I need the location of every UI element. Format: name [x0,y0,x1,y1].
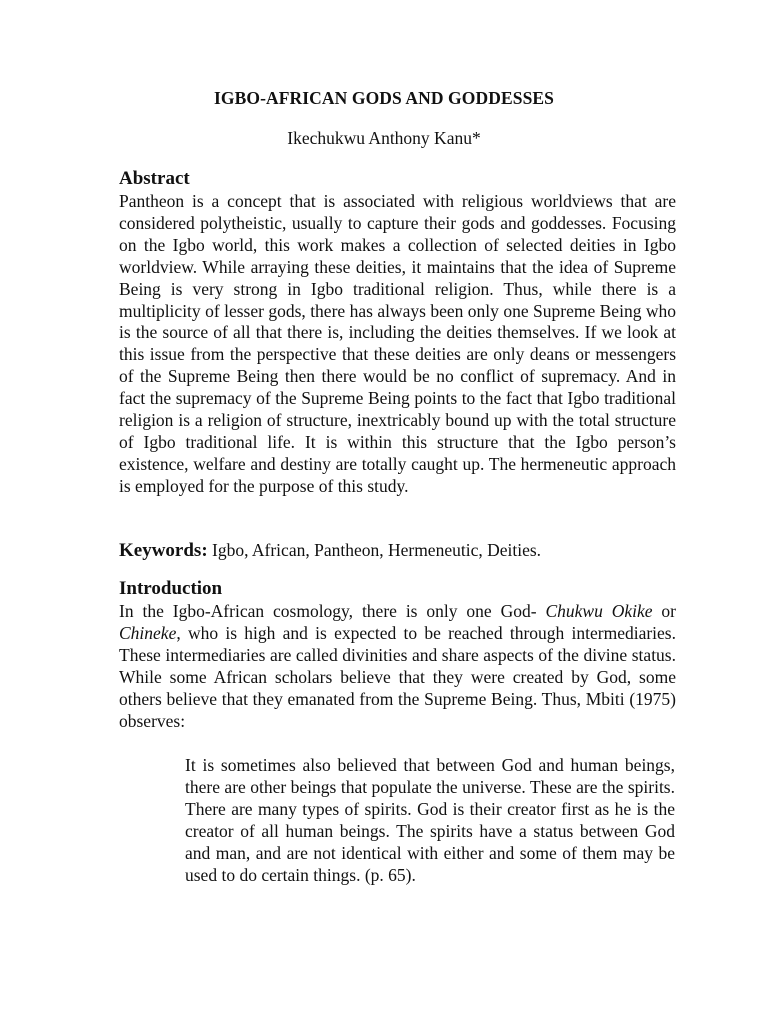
intro-emphasis-1: Chukwu Okike [545,601,653,621]
intro-emphasis-2: Chineke [119,622,177,643]
abstract-heading: Abstract [119,168,190,189]
intro-text-3: , who is high and is expected to be reached through intermediaries. These intermediaries are called divinities and share aspects of the divine status. While some African scholars believe that they were created by God, some others believe that they emanated from the Supreme Being. Thus, Mbiti (1975) observes: [119,622,676,731]
intro-text-2: or [652,601,677,621]
intro-text-1: In the Igbo-African cosmology, there is only one God- [119,601,546,621]
paper-title: IGBO-AFRICAN GODS AND GODDESSES [213,88,555,108]
introduction-heading: Introduction [119,578,223,599]
abstract-paragraph: Pantheon is a concept that is associated with religious worldviews that are considered polytheistic, usually to capture their gods and goddesses. Focusing on the Igbo world, this work makes a collection of selected deities in Igbo worldview. While arraying these deities, it maintains that the idea of Supreme Being is very strong in Igbo traditional religion. Thus, while there is a multiplicity of lesser gods, there has always been only one Supreme Being who is the source of all that there is, including the deities themselves. If we look at this issue from the perspective that these deities are only deans or messengers of the Supreme Being then there would be no conflict of supremacy. And in fact the supremacy of the Supreme Being points to the fact that Igbo traditional religion is a religion of structure, inextricably bound up with the total structure of Igbo traditional life. It is within this structure that the Igbo person’s existence, welfare and destiny are totally caught up. The hermeneutic approach is employed for the purpose of this study. [119,191,676,496]
keywords-line [119,540,676,562]
keywords-label: Keywords: [119,540,208,561]
keywords-list: Igbo, African, Pantheon, Hermeneutic, Deities. [212,540,542,560]
block-quote: It is sometimes also believed that between God and human beings, there are other beings that populate the universe. These are the spirits. There are many types of spirits. God is their creator first as he is the creator of all human beings. The spirits have a status between God and man, and are not identical with either and some of them may be used to do certain things. (p. 65). [185,755,675,885]
author-line: Ikechukwu Anthony Kanu* [287,128,481,148]
introduction-paragraph [119,601,676,732]
